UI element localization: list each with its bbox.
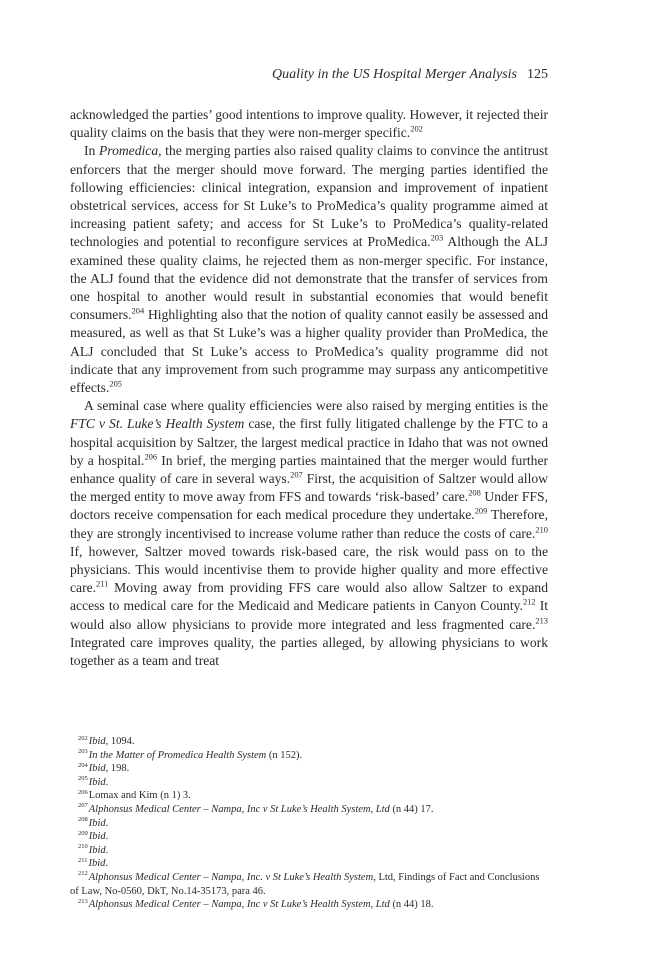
footnote-ref: 211 xyxy=(96,578,109,589)
text-run: , Ltd, Findings of Fact and Conclusions of Law, No-0560, DkT, No.14-35173, para 46. xyxy=(70,871,540,897)
footnote-number: 213 xyxy=(78,897,88,905)
italic-text: Ibid xyxy=(88,831,106,843)
footnote xyxy=(70,789,548,803)
text-run: In xyxy=(84,143,99,159)
footnote-ref: 203 xyxy=(430,232,444,243)
italic-text: Ibid xyxy=(88,763,106,775)
page-number: 125 xyxy=(527,67,548,82)
footnote-number: 203 xyxy=(78,748,88,756)
footnote xyxy=(70,803,548,817)
text-run: (n 44) 18. xyxy=(389,899,434,911)
footnote xyxy=(70,857,548,871)
footnote-number: 202 xyxy=(78,734,88,742)
paragraph xyxy=(70,397,548,670)
text-run: . xyxy=(105,844,109,856)
footnote-number: 212 xyxy=(78,870,88,878)
footnote-number: 205 xyxy=(78,775,88,783)
text-run: (n 44) 17. xyxy=(389,803,434,815)
footnote xyxy=(70,776,548,790)
text-run: Highlighting also that the notion of quality cannot easily be assessed and measured, as well as that St Luke’s was a higher quality provider than ProMedica, the ALJ concluded that St Luke’s access to ProMedica’s quality programme did not indicate that any improvement from such programme may surpass any anticompetitive effects. xyxy=(70,307,548,396)
body-text xyxy=(70,106,548,670)
footnote-ref: 205 xyxy=(109,378,123,389)
italic-text: Ibid xyxy=(88,736,106,747)
footnote xyxy=(70,817,548,831)
footnote-ref: 202 xyxy=(410,123,423,134)
running-head xyxy=(70,66,548,84)
italic-text: Ibid xyxy=(88,858,106,870)
text-run: . xyxy=(105,831,109,843)
italic-text: Alphonsus Medical Center – Nampa, Inc v St Luke’s Health System, Ltd xyxy=(88,899,390,911)
footnote xyxy=(70,898,548,912)
footnote-number: 206 xyxy=(78,788,88,796)
text-run: A seminal case where quality efficiencies were also raised by merging entities is the xyxy=(84,398,548,414)
text-run: . xyxy=(105,776,109,788)
text-run: (n 152). xyxy=(266,749,303,761)
footnote-number: 208 xyxy=(78,816,88,824)
footnote xyxy=(70,735,548,749)
text-run: Under FFS, doctors receive compensation for each medical procedure they undertake. xyxy=(70,489,548,523)
paragraph xyxy=(70,106,548,142)
text-run: It would also allow physicians to provide more integrated and less fragmented care. xyxy=(70,598,549,632)
footnote-ref: 204 xyxy=(131,305,145,316)
footnote xyxy=(70,844,548,858)
text-run: . xyxy=(105,817,109,829)
italic-text: Ibid xyxy=(88,817,106,829)
footnote-ref: 208 xyxy=(468,487,481,498)
italic-text: Alphonsus Medical Center – Nampa, Inc. v St Luke’s Health System xyxy=(88,871,374,883)
italic-text: Alphonsus Medical Center – Nampa, Inc v St Luke’s Health System, Ltd xyxy=(88,803,390,815)
paragraph xyxy=(70,142,548,397)
italic-text: Promedica xyxy=(98,143,159,159)
text-run: In brief, the merging parties maintained that the merger would further enhance quality of care in several ways. xyxy=(70,452,549,487)
italic-text: Ibid xyxy=(88,776,106,788)
footnote xyxy=(70,749,548,763)
text-run: acknowledged the parties’ good intentions to improve quality. However, it rejected their quality claims on the basis that they were non-merger specific. xyxy=(70,107,548,141)
footnote-ref: 209 xyxy=(474,505,488,516)
footnote-ref: 212 xyxy=(522,596,536,607)
text-run: , 198. xyxy=(105,763,130,775)
footnote-ref: 206 xyxy=(144,451,158,462)
text-run: Moving away from providing FFS care would also allow Saltzer to expand access to medical care for the Medicaid and Medicare patients in Canyon County. xyxy=(70,580,548,614)
text-run: If, however, Saltzer moved towards risk-based care, the risk would pass on to the physicians. This would incentivise them to provide higher quality and more effective care. xyxy=(70,543,548,596)
footnote-number: 210 xyxy=(78,843,88,851)
footnote xyxy=(70,830,548,844)
footnote-number: 209 xyxy=(78,829,88,837)
footnote-number: 204 xyxy=(78,761,88,769)
footnote xyxy=(70,871,548,898)
italic-text: FTC v St. Luke’s Health System xyxy=(70,416,245,432)
italic-text: Ibid xyxy=(88,844,106,856)
footnote-ref: 210 xyxy=(535,524,548,535)
running-head-title: Quality in the US Hospital Merger Analysis xyxy=(272,67,517,82)
text-run: Although the ALJ examined these quality claims, he rejected them as non-merger specific. For instance, the ALJ found that the evidence did not demonstrate that the transfer of services from one hospital to another would result in substantial economies that would benefit consumers. xyxy=(70,234,548,323)
text-run: Therefore, they are strongly incentivised to increase volume rather than reduce the costs of care. xyxy=(70,507,548,541)
italic-text: In the Matter of Promedica Health System xyxy=(88,749,267,761)
text-run: Integrated care improves quality, the parties alleged, by allowing physicians to work together as a team and treat xyxy=(70,634,548,669)
footnote-number: 211 xyxy=(78,856,88,864)
footnote-ref: 213 xyxy=(535,615,548,626)
text-run: First, the acquisition of Saltzer would allow the merged entity to move away from FFS and towards ‘risk-based’ care. xyxy=(70,471,548,505)
footnote xyxy=(70,762,548,776)
text-run: Lomax and Kim (n 1) 3. xyxy=(88,790,191,802)
footnote-number: 207 xyxy=(78,802,88,810)
text-run: . xyxy=(105,858,109,870)
text-run: , the merging parties also raised quality claims to convince the antitrust enforcers that the merger should move forward. The merging parties identified the following efficiencies: clinical integration, expansion and improvement of inpatient obstetrical services, access for St Luke’s to ProMedica’s quality programme aimed at increasing patient safety; and access for St Luke’s to ProMedica’s quality-related technologies and potential to reconfigure services at ProMedica. xyxy=(70,143,548,250)
text-run: case, the first fully litigated challenge by the FTC to a hospital acquisition by Saltzer, the largest medical practice in Idaho that was not owned by a hospital. xyxy=(70,416,548,468)
footnote-ref: 207 xyxy=(290,469,303,480)
footnotes xyxy=(70,735,548,912)
text-run: , 1094. xyxy=(105,736,135,747)
